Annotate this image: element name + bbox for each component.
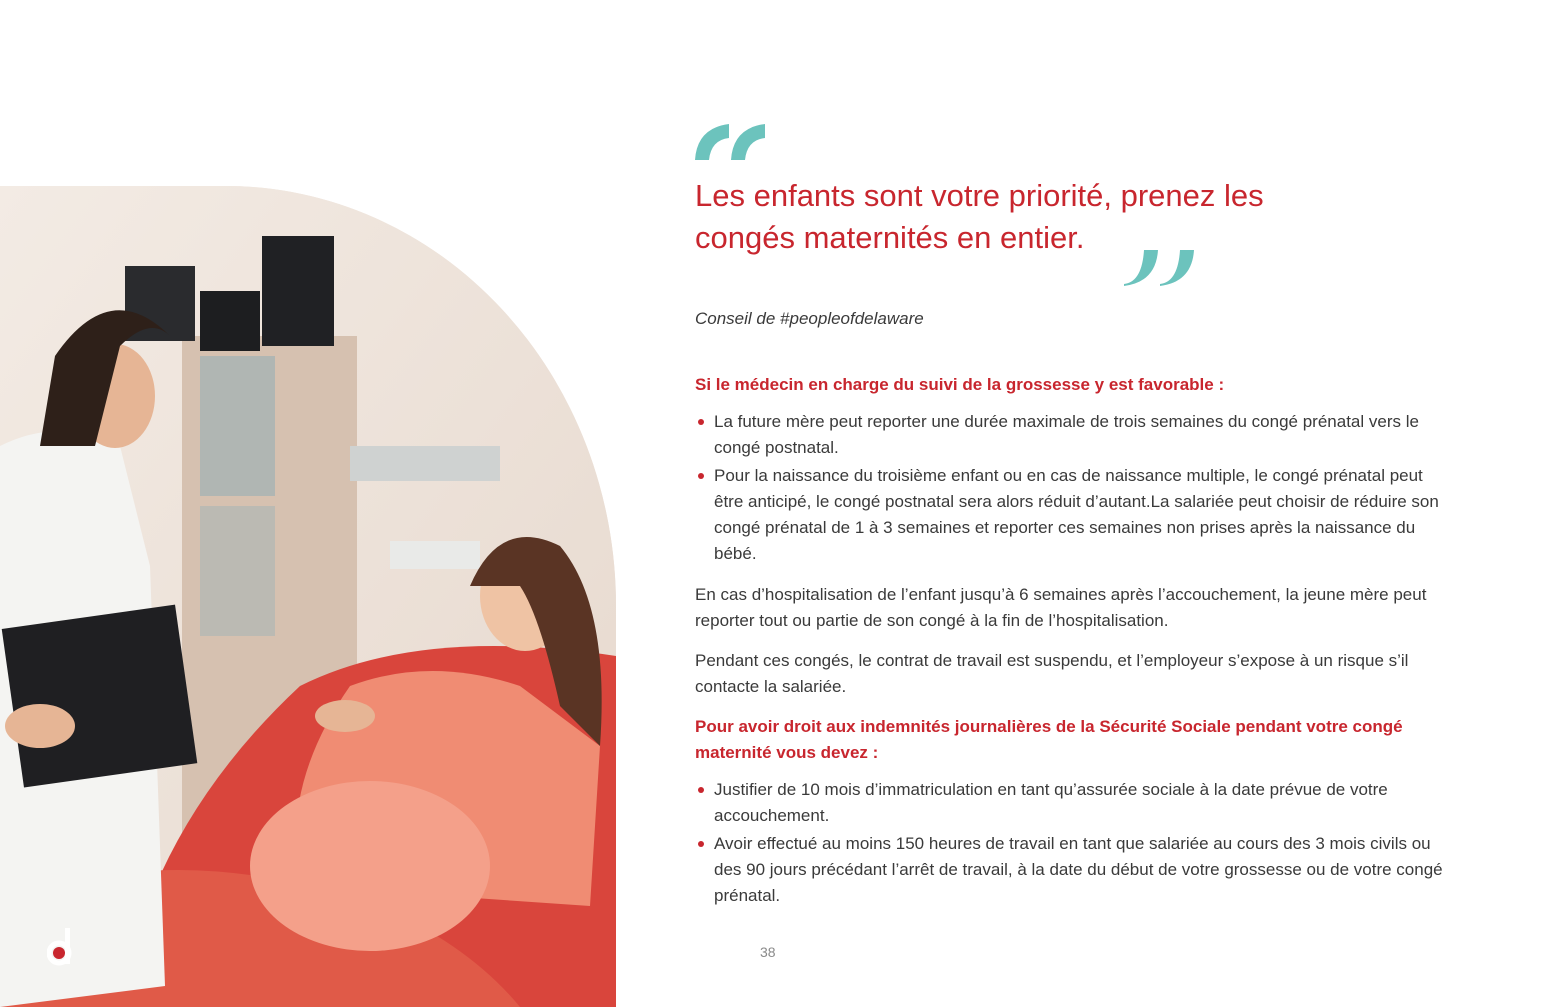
closing-quote-icon <box>1124 248 1196 288</box>
section2-list <box>695 777 1455 909</box>
main-content <box>695 372 1455 909</box>
quote-headline: Les enfants sont votre priorité, prenez les congés maternités en entier. <box>695 178 1264 255</box>
page-number: 38 <box>760 944 776 960</box>
hero-photo <box>0 186 616 1007</box>
section2-heading: Pour avoir droit aux indemnités journalières de la Sécurité Sociale pendant votre congé maternité vous devez : <box>695 717 1403 762</box>
paragraph: Pendant ces congés, le contrat de travail est suspendu, et l’employeur s’expose à un risque s’il contacte la salariée. <box>695 651 1409 696</box>
section1-heading: Si le médecin en charge du suivi de la grossesse y est favorable : <box>695 375 1225 394</box>
section1-list <box>695 409 1455 567</box>
delaware-logo-icon <box>47 928 75 966</box>
opening-quote-icon <box>695 122 767 162</box>
quote-attribution: Conseil de #peopleofdelaware <box>695 309 924 328</box>
list-item: Avoir effectué au moins 150 heures de travail en tant que salariée au cours des 3 mois civils ou des 90 jours précédant l’arrêt de travail, à la date du début de votre grossesse ou de votre congé prénatal. <box>695 831 1455 909</box>
list-item: La future mère peut reporter une durée maximale de trois semaines du congé prénatal vers le congé postnatal. <box>695 409 1455 461</box>
list-item: Justifier de 10 mois d’immatriculation en tant qu’assurée sociale à la date prévue de votre accouchement. <box>695 777 1455 829</box>
paragraph: En cas d’hospitalisation de l’enfant jusqu’à 6 semaines après l’accouchement, la jeune mère peut reporter tout ou partie de son congé à la fin de l’hospitalisation. <box>695 585 1427 630</box>
list-item: Pour la naissance du troisième enfant ou en cas de naissance multiple, le congé prénatal peut être anticipé, le congé postnatal sera alors réduit d’autant.La salariée peut choisir de réduire son congé prénatal de 1 à 3 semaines et reporter ces semaines non prises après la naissance du bébé. <box>695 463 1455 567</box>
